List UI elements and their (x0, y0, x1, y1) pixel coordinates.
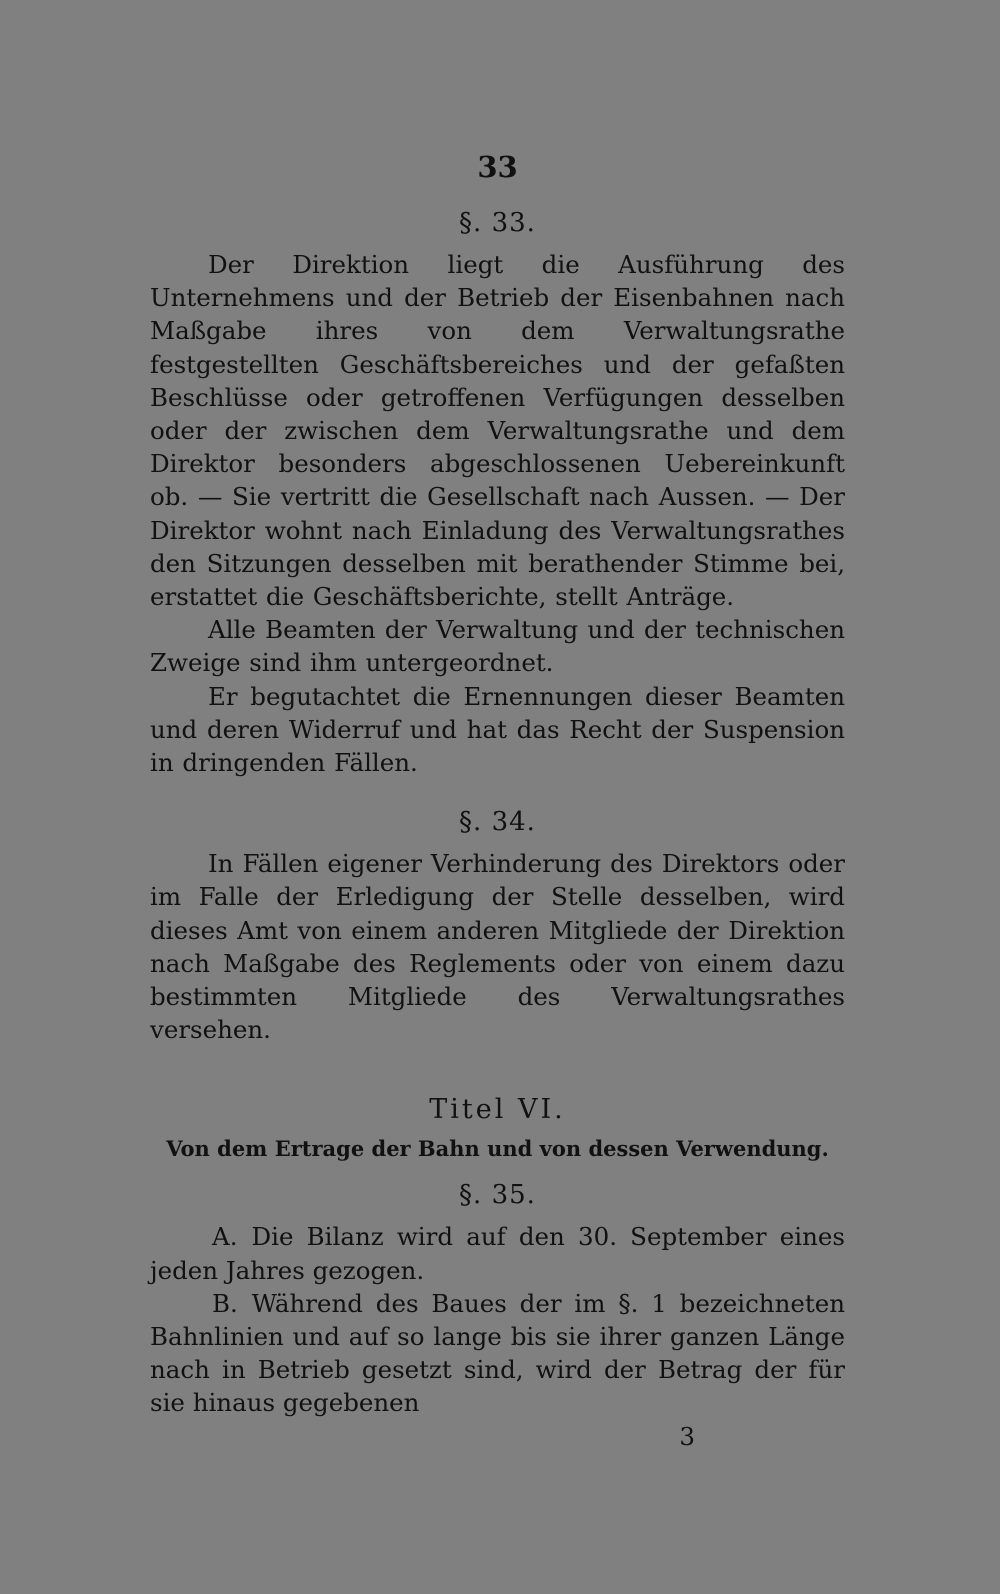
list-item (150, 1287, 845, 1420)
list-item-text: Während des Baues der im §. 1 bezeichneten Bahnlinien und auf so lange bis sie ihrer ganzen Länge nach in Betrieb gesetzt sind, wird der Betrag der für sie hinaus gegebenen (150, 1288, 845, 1418)
section-heading-34: §. 34. (459, 807, 536, 838)
document-page (150, 150, 845, 1453)
paragraph: In Fällen eigener Verhinderung des Direktors oder im Falle der Erledigung der Stelle desselben, wird dieses Amt von einem anderen Mitgliede der Direktion nach Maßgabe des Reglements oder von einem dazu bestimmten Mitgliede des Verwaltungsrathes versehen. (150, 849, 845, 1045)
section-heading-35: §. 35. (459, 1180, 536, 1211)
title-heading: Titel VI. (429, 1094, 566, 1126)
signature-mark: 3 (679, 1421, 695, 1451)
paragraph: Der Direktion liegt die Ausführung des Unternehmens und der Betrieb der Eisenbahnen nach Maßgabe ihres von dem Verwaltungsrathe festgestellten Geschäftsbereiches und der gefaßten Beschlüsse oder getroffenen Verfügungen desselben oder der zwischen dem Verwaltungsrathe und dem Direktor besonders abgeschlossenen Uebereinkunft ob. — Sie vertritt die Gesellschaft nach Aussen. — Der Direktor wohnt nach Einladung des Verwaltungsrathes den Sitzungen desselben mit berathender Stimme bei, erstattet die Geschäftsberichte, stellt Anträge. (150, 250, 845, 612)
list-item-text: Die Bilanz wird auf den 30. September eines jeden Jahres gezogen. (150, 1222, 845, 1285)
list-marker: A. (212, 1222, 238, 1252)
list-item (150, 1220, 845, 1286)
paragraph: Alle Beamten der Verwaltung und der technischen Zweige sind ihm untergeordnet. (150, 615, 845, 678)
section-heading-33: §. 33. (459, 208, 536, 238)
list-marker: B. (212, 1288, 238, 1318)
title-subtitle: Von dem Ertrage der Bahn und von dessen Verwendung. (166, 1136, 829, 1162)
page-number: 33 (477, 150, 518, 184)
paragraph: Er begutachtet die Ernennungen dieser Beamten und deren Widerruf und hat das Recht der Suspension in dringenden Fällen. (150, 681, 845, 778)
